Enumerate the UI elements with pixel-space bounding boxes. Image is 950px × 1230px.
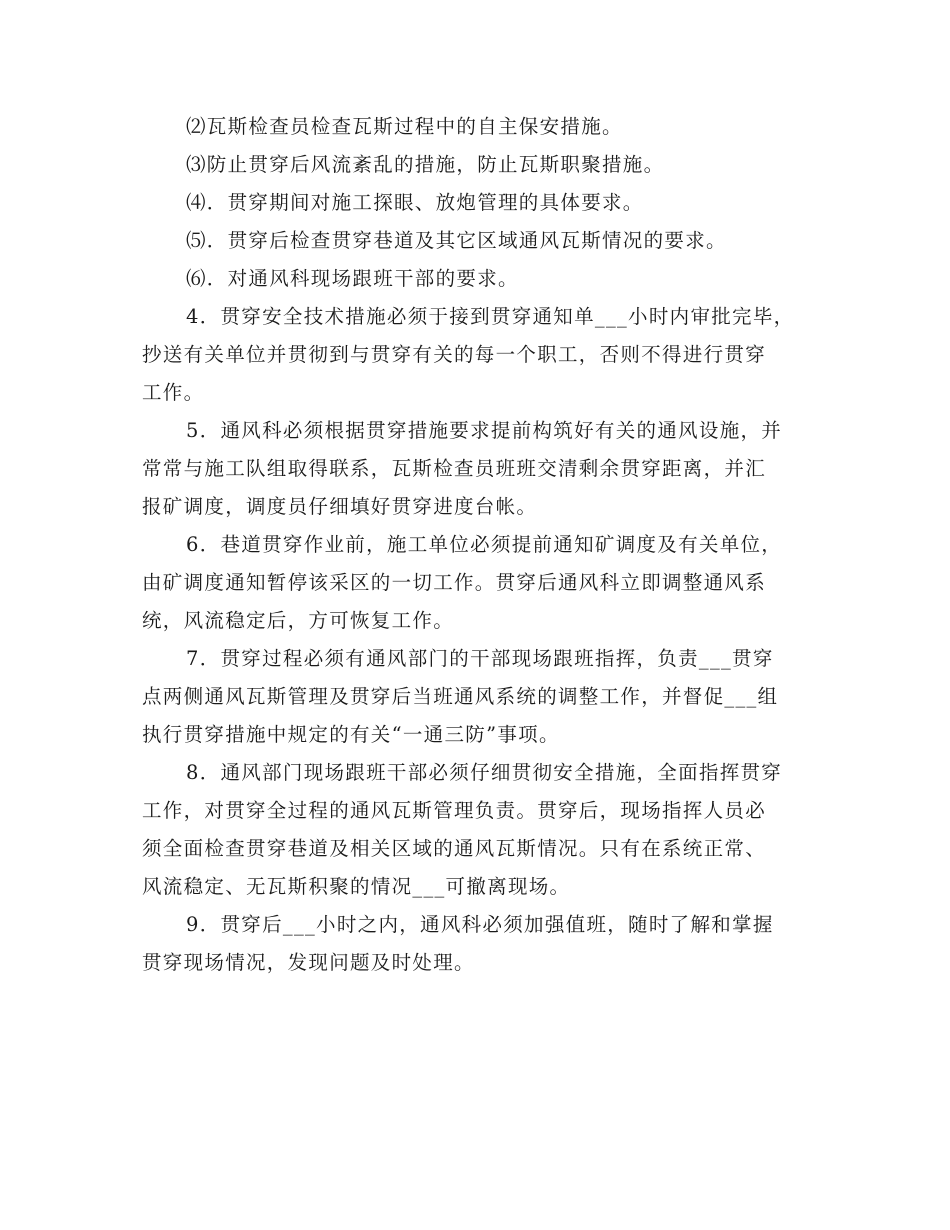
text-line: ⑶防止贯穿后风流紊乱的措施，防止瓦斯职聚措施。 <box>186 153 665 176</box>
text-line: ⑸．贯穿后检查贯穿巷道及其它区域通风瓦斯情况的要求。 <box>186 229 727 252</box>
text-line: 点两侧通风瓦斯管理及贯穿后当班通风系统的调整工作，并督促___组 <box>142 685 779 708</box>
text-line: 报矿调度，调度员仔细填好贯穿进度台帐。 <box>142 495 538 518</box>
text-line: 5．通风科必须根据贯穿措施要求提前构筑好有关的通风设施，并 <box>186 419 783 442</box>
text-line: 执行贯穿措施中规定的有关“一通三防”事项。 <box>142 723 560 746</box>
text-line: ⑹．对通风科现场跟班干部的要求。 <box>186 267 519 290</box>
text-line: 统，风流稳定后，方可恢复工作。 <box>142 609 455 632</box>
text-line: 贯穿现场情况，发现问题及时处理。 <box>142 951 475 974</box>
text-line: 由矿调度通知暂停该采区的一切工作。贯穿后通风科立即调整通风系 <box>142 571 767 594</box>
text-line: 风流稳定、无瓦斯积聚的情况___可撤离现场。 <box>142 875 571 898</box>
text-line: 须全面检查贯穿巷道及相关区域的通风瓦斯情况。只有在系统正常、 <box>142 837 767 860</box>
text-line: 6．巷道贯穿作业前，施工单位必须提前通知矿调度及有关单位， <box>186 533 783 556</box>
text-line: 工作。 <box>142 381 205 404</box>
text-line: 常常与施工队组取得联系，瓦斯检查员班班交清剩余贯穿距离，并汇 <box>142 457 767 480</box>
text-line: 4．贯穿安全技术措施必须于接到贯穿通知单___小时内审批完毕， <box>186 305 795 328</box>
text-line: 抄送有关单位并贯彻到与贯穿有关的每一个职工，否则不得进行贯穿 <box>142 343 767 366</box>
text-line: 9．贯穿后___小时之内，通风科必须加强值班，随时了解和掌握 <box>186 913 774 936</box>
text-line: 8．通风部门现场跟班干部必须仔细贯彻安全措施，全面指挥贯穿 <box>186 761 783 784</box>
text-line: 7．贯穿过程必须有通风部门的干部现场跟班指挥，负责___贯穿 <box>186 647 774 670</box>
text-line: ⑷．贯穿期间对施工探眼、放炮管理的具体要求。 <box>186 191 644 214</box>
text-line: 工作，对贯穿全过程的通风瓦斯管理负责。贯穿后，现场指挥人员必 <box>142 799 767 822</box>
text-line: ⑵瓦斯检查员检查瓦斯过程中的自主保安措施。 <box>186 115 623 138</box>
document-body <box>142 108 812 982</box>
